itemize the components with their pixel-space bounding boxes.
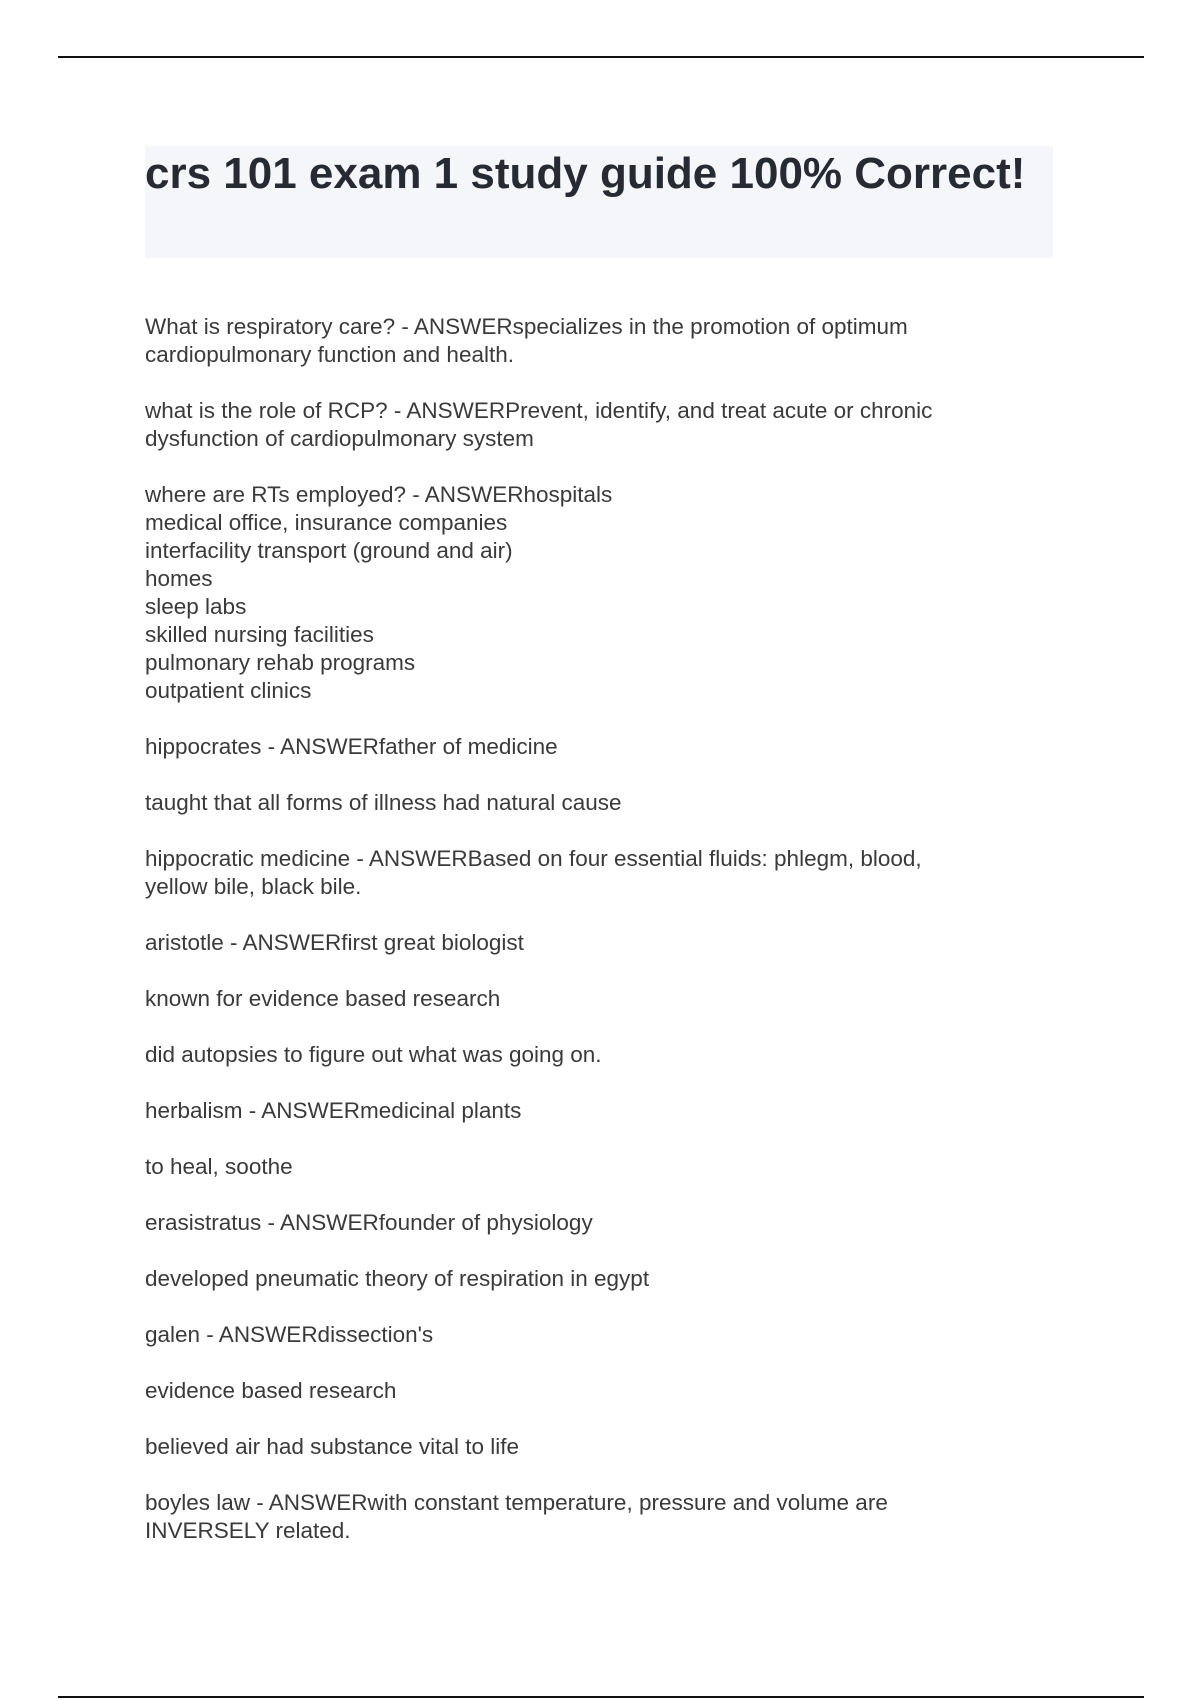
entry-line: sleep labs bbox=[145, 594, 247, 619]
entry-line: believed air had substance vital to life bbox=[145, 1434, 519, 1459]
entry-line: hippocratic medicine - ANSWERBased on four essential fluids: phlegm, blood, bbox=[145, 846, 922, 871]
qa-entry bbox=[145, 1265, 1045, 1293]
title-line-2: Correct! bbox=[854, 149, 1026, 198]
entry-line: boyles law - ANSWERwith constant temperature, pressure and volume are bbox=[145, 1490, 888, 1515]
entry-line: where are RTs employed? - ANSWERhospitals bbox=[145, 482, 613, 507]
entry-line: INVERSELY related. bbox=[145, 1518, 351, 1543]
entry-line: herbalism - ANSWERmedicinal plants bbox=[145, 1098, 522, 1123]
entry-line: cardiopulmonary function and health. bbox=[145, 342, 514, 367]
entry-line: What is respiratory care? - ANSWERspecializes in the promotion of optimum bbox=[145, 314, 908, 339]
study-guide-content bbox=[145, 313, 1045, 1573]
entry-line: yellow bile, black bile. bbox=[145, 874, 362, 899]
entry-line: medical office, insurance companies bbox=[145, 510, 508, 535]
page-title bbox=[145, 146, 1053, 202]
bottom-rule bbox=[58, 1696, 1144, 1698]
qa-entry bbox=[145, 481, 1045, 705]
qa-entry bbox=[145, 1209, 1045, 1237]
entry-line: pulmonary rehab programs bbox=[145, 650, 416, 675]
qa-entry bbox=[145, 1433, 1045, 1461]
title-line-1: crs 101 exam 1 study guide 100% bbox=[145, 149, 843, 198]
qa-entry bbox=[145, 1377, 1045, 1405]
entry-line: homes bbox=[145, 566, 213, 591]
qa-entry bbox=[145, 1041, 1045, 1069]
qa-entry bbox=[145, 789, 1045, 817]
qa-entry bbox=[145, 845, 1045, 901]
entry-line: aristotle - ANSWERfirst great biologist bbox=[145, 930, 524, 955]
entry-line: taught that all forms of illness had natural cause bbox=[145, 790, 622, 815]
entry-line: to heal, soothe bbox=[145, 1154, 293, 1179]
qa-entry bbox=[145, 1489, 1045, 1545]
entry-line: galen - ANSWERdissection's bbox=[145, 1322, 434, 1347]
entry-line: interfacility transport (ground and air) bbox=[145, 538, 513, 563]
entry-line: skilled nursing facilities bbox=[145, 622, 374, 647]
qa-entry bbox=[145, 1321, 1045, 1349]
qa-entry bbox=[145, 313, 1045, 369]
qa-entry bbox=[145, 733, 1045, 761]
qa-entry bbox=[145, 1153, 1045, 1181]
entry-line: known for evidence based research bbox=[145, 986, 501, 1011]
entry-line: dysfunction of cardiopulmonary system bbox=[145, 426, 534, 451]
entry-line: did autopsies to figure out what was going on. bbox=[145, 1042, 602, 1067]
entry-line: developed pneumatic theory of respiration in egypt bbox=[145, 1266, 650, 1291]
entry-line: what is the role of RCP? - ANSWERPrevent, identify, and treat acute or chronic bbox=[145, 398, 933, 423]
entry-line: evidence based research bbox=[145, 1378, 397, 1403]
qa-entry bbox=[145, 1097, 1045, 1125]
entry-line: erasistratus - ANSWERfounder of physiology bbox=[145, 1210, 593, 1235]
top-rule bbox=[58, 56, 1144, 58]
entry-line: hippocrates - ANSWERfather of medicine bbox=[145, 734, 558, 759]
entry-line: outpatient clinics bbox=[145, 678, 312, 703]
qa-entry bbox=[145, 985, 1045, 1013]
qa-entry bbox=[145, 397, 1045, 453]
qa-entry bbox=[145, 929, 1045, 957]
